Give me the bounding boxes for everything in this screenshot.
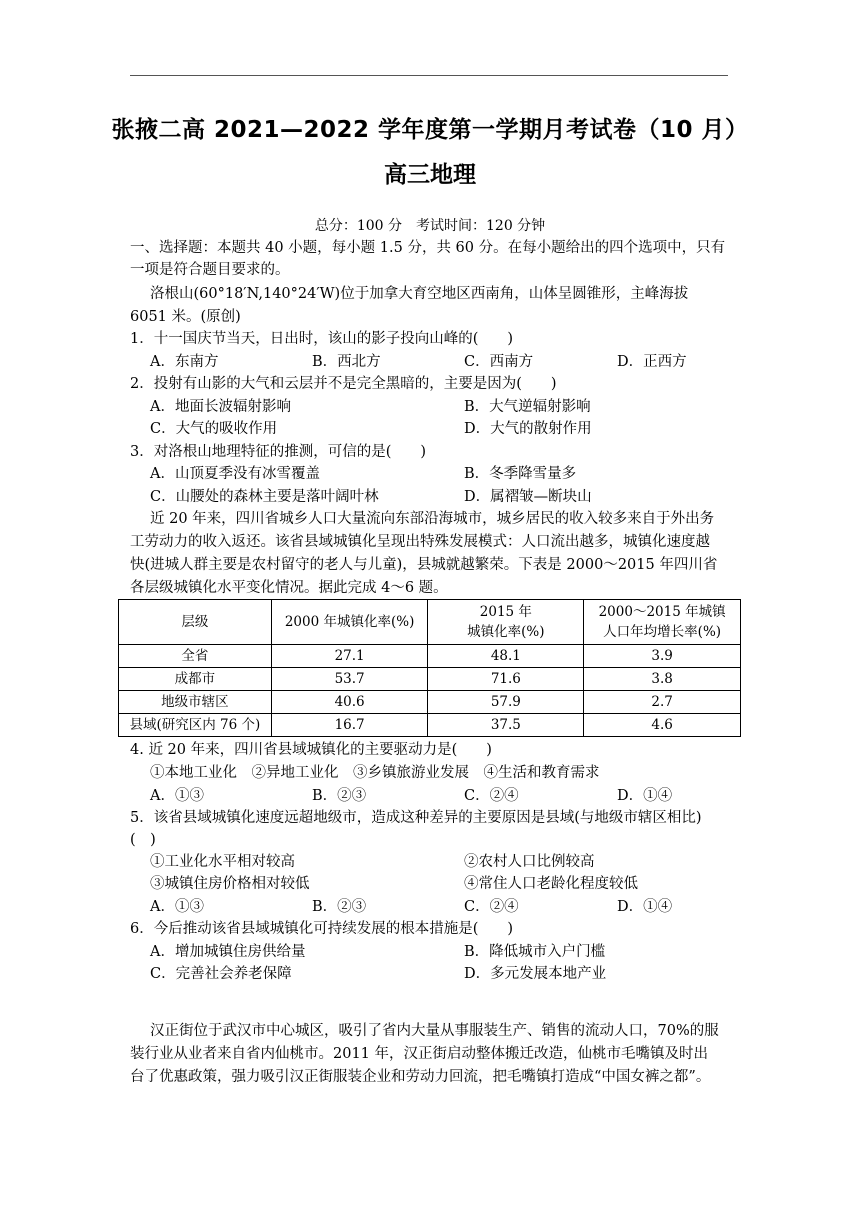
q4-option-c: C．②④ bbox=[464, 788, 519, 804]
table-cell: 地级市辖区 bbox=[119, 691, 272, 714]
table-row bbox=[119, 714, 741, 737]
q4-items: ①本地工业化 ②异地工业化 ③乡镇旅游业发展 ④生活和教育需求 bbox=[150, 765, 600, 781]
q2-option-c: C．大气的吸收作用 bbox=[150, 421, 278, 437]
q3-option-a: A．山顶夏季没有冰雪覆盖 bbox=[150, 466, 320, 482]
passage-hanzheng: 汉正街位于武汉市中心城区，吸引了省内大量从事服装生产、销售的流动人口，70%的服 bbox=[150, 1023, 719, 1039]
q5-option-d: D．①④ bbox=[617, 899, 673, 915]
q5-item-2: ②农村人口比例较高 bbox=[464, 854, 595, 870]
q6-option-c: C．完善社会养老保障 bbox=[150, 966, 292, 982]
passage-sichuan-line3: 快(进城人群主要是农村留守的老人与儿童)，县城就越繁荣。下表是 2000～2015 年四川省 bbox=[130, 557, 718, 573]
table-cell: 27.1 bbox=[271, 645, 428, 668]
q2-option-a: A．地面长波辐射影响 bbox=[150, 399, 291, 415]
table-header-row bbox=[119, 600, 741, 645]
q5-item-3: ③城镇住房价格相对较低 bbox=[150, 876, 310, 892]
q6-option-d: D．多元发展本地产业 bbox=[464, 966, 607, 982]
q4-option-d: D．①④ bbox=[617, 788, 673, 804]
q1-option-a: A．东南方 bbox=[150, 354, 219, 370]
passage-hanzheng-line2: 装行业从业者来自省内仙桃市。2011 年，汉正街启动整体搬迁改造，仙桃市毛嘴镇及时出 bbox=[130, 1046, 709, 1062]
table-cell: 40.6 bbox=[271, 691, 428, 714]
passage-sichuan-line2: 工劳动力的收入返还。该省县域城镇化呈现出特殊发展模式：人口流出越多，城镇化速度越 bbox=[130, 534, 710, 550]
exam-info: 总分：100 分 考试时间：120 分钟 bbox=[314, 218, 546, 234]
q5-item-4: ④常住人口老龄化程度较低 bbox=[464, 876, 638, 892]
table-cell: 全省 bbox=[119, 645, 272, 668]
q3-option-c: C．山腰处的森林主要是落叶阔叶林 bbox=[150, 489, 379, 505]
passage-sichuan-line4: 各层级城镇化水平变化情况。据此完成 4～6 题。 bbox=[130, 580, 448, 596]
q6-option-a: A．增加城镇住房供给量 bbox=[150, 944, 306, 960]
table-cell: 71.6 bbox=[428, 668, 584, 691]
q5-option-c: C．②④ bbox=[464, 899, 519, 915]
exam-subtitle: 高三地理 bbox=[384, 162, 476, 188]
q2-option-d: D．大气的散射作用 bbox=[464, 421, 592, 437]
q5-stem: 5．该省县域城镇化速度远超地级市，造成这种差异的主要原因是县域(与地级市辖区相比) bbox=[130, 810, 702, 826]
q3-option-b: B．冬季降雪量多 bbox=[464, 466, 577, 482]
passage-logan: 洛根山(60°18′N,140°24′W)位于加拿大育空地区西南角，山体呈圆锥形，主峰海拔 bbox=[150, 286, 689, 302]
header-rule bbox=[130, 75, 728, 76]
q2-option-b: B．大气逆辐射影响 bbox=[464, 399, 591, 415]
table-header-cell: 层级 bbox=[119, 600, 272, 645]
table-cell: 4.6 bbox=[584, 714, 741, 737]
header-line: 2015 年 bbox=[479, 604, 532, 620]
section-instruction: 一、选择题：本题共 40 小题，每小题 1.5 分，共 60 分。在每小题给出的四个选项中，只有 bbox=[130, 240, 726, 256]
q1-option-b: B．西北方 bbox=[312, 354, 381, 370]
q4-stem: 4. 近 20 年来，四川省县域城镇化的主要驱动力是( ) bbox=[130, 742, 492, 758]
header-line: 城镇化率(%) bbox=[467, 624, 545, 640]
exam-title: 张掖二高 2021—2022 学年度第一学期月考试卷（10 月） bbox=[111, 117, 749, 143]
q5-item-1: ①工业化水平相对较高 bbox=[150, 854, 295, 870]
q1-stem: 1．十一国庆节当天，日出时，该山的影子投向山峰的( ) bbox=[130, 331, 514, 347]
table-header-cell bbox=[584, 600, 741, 645]
urbanization-table bbox=[118, 599, 741, 737]
table-cell: 县域(研究区内 76 个) bbox=[119, 714, 272, 737]
q5-option-a: A．①③ bbox=[150, 899, 204, 915]
q5-bracket: ( ) bbox=[130, 832, 156, 848]
q1-option-d: D．正西方 bbox=[617, 354, 687, 370]
header-line: 2000～2015 年城镇 bbox=[598, 604, 726, 620]
header-line: 人口年均增长率(%) bbox=[603, 624, 722, 640]
passage-logan-cont: 6051 米。(原创) bbox=[130, 309, 241, 325]
passage-hanzheng-line3: 台了优惠政策，强力吸引汉正街服装企业和劳动力回流，把毛嘴镇打造成“中国女裤之都”。 bbox=[130, 1069, 711, 1085]
table-cell: 3.8 bbox=[584, 668, 741, 691]
q6-stem: 6．今后推动该省县域城镇化可持续发展的根本措施是( ) bbox=[130, 921, 514, 937]
q1-option-c: C．西南方 bbox=[464, 354, 534, 370]
table-cell: 37.5 bbox=[428, 714, 584, 737]
q6-option-b: B．降低城市入户门槛 bbox=[464, 944, 606, 960]
table-cell: 16.7 bbox=[271, 714, 428, 737]
table-cell: 2.7 bbox=[584, 691, 741, 714]
table-cell: 3.9 bbox=[584, 645, 741, 668]
table-header-cell: 2000 年城镇化率(%) bbox=[271, 600, 428, 645]
table-cell: 48.1 bbox=[428, 645, 584, 668]
table-row bbox=[119, 668, 741, 691]
q4-option-b: B．②③ bbox=[312, 788, 367, 804]
table-row bbox=[119, 645, 741, 668]
table-row bbox=[119, 691, 741, 714]
table-cell: 成都市 bbox=[119, 668, 272, 691]
q3-stem: 3．对洛根山地理特征的推测，可信的是( ) bbox=[130, 444, 427, 460]
passage-sichuan: 近 20 年来，四川省城乡人口大量流向东部沿海城市，城乡居民的收入较多来自于外出务 bbox=[150, 511, 715, 527]
table-cell: 53.7 bbox=[271, 668, 428, 691]
table-cell: 57.9 bbox=[428, 691, 584, 714]
q2-stem: 2．投射有山影的大气和云层并不是完全黑暗的，主要是因为( ) bbox=[130, 376, 557, 392]
q4-option-a: A．①③ bbox=[150, 788, 204, 804]
q5-option-b: B．②③ bbox=[312, 899, 367, 915]
q3-option-d: D．属褶皱—断块山 bbox=[464, 489, 592, 505]
table-header-cell bbox=[428, 600, 584, 645]
section-instruction-cont: 一项是符合题目要求的。 bbox=[130, 262, 290, 278]
